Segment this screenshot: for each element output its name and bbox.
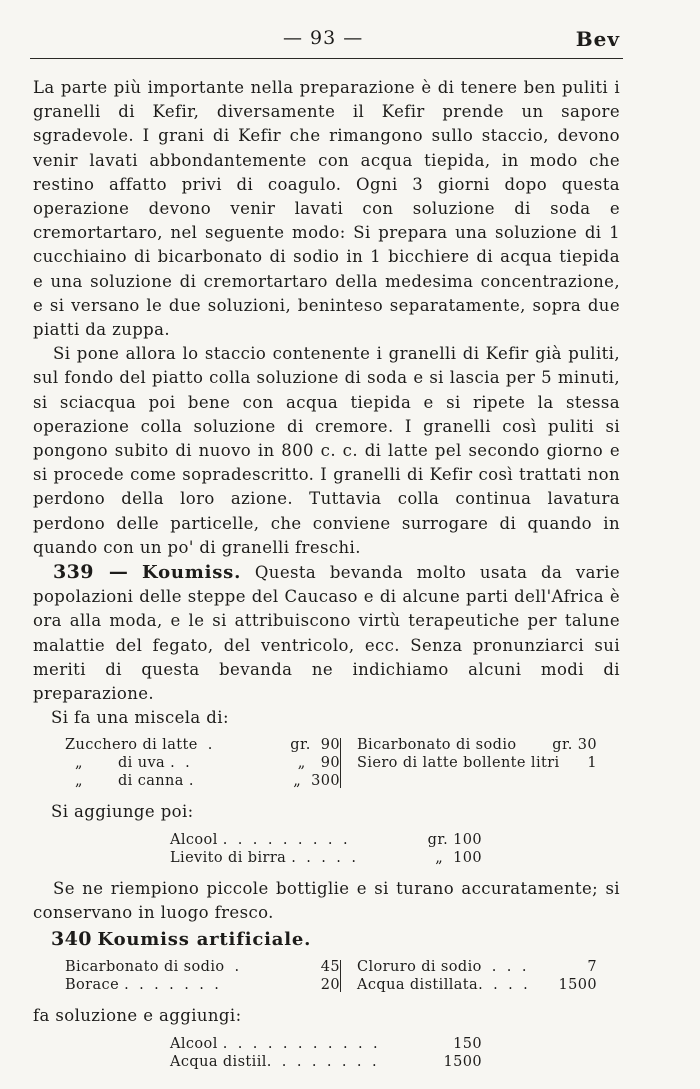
ingredient-row (357, 976, 597, 994)
paragraph-kefir-cleaning: La parte più importante nella preparazione è di tenere ben puliti i granelli di Kefir, diversamente il Kefir prende un sapore sgradevole. I grani di Kefir che rimangono sullo staccio, devono venir lavati abbondantemente con acqua tiepida, in modo che restino affatto privi di coagulo. Ogni 3 giorni dopo questa operazione devono venir lavati con soluzione di soda e cremortartaro, nel seguente modo: Si prepara una soluzione di 1 cucchiaino di bicarbonato di sodio in 1 bicchiere di acqua tiepida e una soluzione di cremortartaro della medesima concentrazione, e si versano le due soluzioni, beninteso separatamente, sopra due piatti da zuppa. (33, 78, 620, 340)
recipe-339-additions (170, 831, 482, 867)
ingredient-row (65, 958, 340, 976)
ingredient-name: Bicarbonato di sodio (65, 959, 225, 976)
leader-dots: . . . . . . . (119, 977, 230, 994)
ingredient-quantity: 1500 (558, 977, 597, 994)
ingredient-row (357, 754, 597, 772)
ingredient-row (65, 976, 340, 994)
leader-dots (560, 754, 588, 772)
recipe-339-title: Koumiss. (142, 562, 242, 584)
ingredient-quantity: „ 100 (435, 849, 482, 866)
ingredient-quantity: 1 (587, 755, 597, 772)
ingredient-quantity: gr. 100 (427, 831, 482, 848)
ingredient-name: Acqua distillata (357, 977, 479, 994)
ingredient-row (65, 772, 340, 790)
recipe-339-right-column (341, 736, 597, 790)
recipe-339-text: Questa bevanda molto usata da varie popolazioni delle steppe del Caucaso e di alcune parti dell'Africa è ora alla moda, e le si attribuiscono virtù terapeutiche per talune malattie del fegato, del ventricolo, ecc. Senza pronunziarci sui meriti di questa bevanda ne indichiamo alcuni modi di preparazione. (33, 563, 620, 704)
ingredient-quantity: 1500 (443, 1053, 482, 1070)
ingredient-name: Alcool (170, 831, 218, 848)
ingredient-name: Cloruro di sodio (357, 959, 482, 976)
ingredient-name: Bicarbonato di sodio (357, 737, 517, 754)
ingredient-quantity: gr. 90 (290, 737, 340, 754)
leader-dots: . . . . . . . (271, 1053, 387, 1070)
ingredient-quantity: 150 (453, 1035, 482, 1052)
ingredient-quantity: „ 300 (293, 773, 340, 790)
ingredient-quantity: gr. 30 (552, 737, 597, 754)
recipe-340-heading (51, 927, 620, 952)
ingredient-row (357, 736, 597, 754)
ingredient-quantity: 45 (320, 959, 340, 976)
ingredient-quantity: 20 (320, 977, 340, 994)
ingredient-name: Zucchero di latte (65, 737, 198, 754)
leader-dots: . . . . (478, 977, 534, 994)
recipe-339-then: Si aggiunge poi: (51, 802, 194, 822)
ingredient-name: Alcool (170, 1035, 218, 1052)
recipe-339 (33, 560, 620, 706)
recipe-340-left-column (33, 958, 340, 994)
ingredient-row (170, 1035, 482, 1053)
recipe-339-intro: Si fa una miscela di: (51, 708, 229, 728)
ingredient-name: „ di uva (65, 755, 166, 772)
leader-dots: . (183, 773, 204, 790)
ingredient-row (170, 849, 482, 867)
leader-dots: . . . . . (286, 849, 367, 866)
ingredient-quantity: „ 90 (297, 755, 340, 772)
ingredient-row (170, 1053, 482, 1071)
recipe-340-number: 340 (51, 928, 92, 951)
recipe-340-then: fa soluzione e aggiungi: (33, 1006, 242, 1026)
ingredient-row (357, 958, 597, 976)
ingredient-name: „ di canna (65, 773, 184, 790)
section-title: Bev (575, 27, 620, 51)
ingredient-name: Acqua distiil. (170, 1053, 272, 1070)
page-body (33, 76, 620, 1081)
ingredient-row (170, 831, 482, 849)
recipe-339-number: 339 — (53, 561, 129, 584)
page-number: — 93 — (283, 27, 364, 49)
leader-dots (517, 736, 553, 754)
recipe-339-left-column (33, 736, 340, 790)
leader-dots: . (224, 959, 250, 976)
ingredient-row (65, 754, 340, 772)
recipe-340-title: Koumiss artificiale. (97, 929, 312, 951)
header-rule (30, 58, 623, 59)
leader-dots: . . . (481, 959, 537, 976)
recipe-340-right-column (341, 958, 597, 994)
leader-dots: . . . . . . . . . (217, 831, 358, 848)
recipe-339-closing: Se ne riempiono piccole bottiglie e si turano accuratamente; si conservano in luogo fresco. (33, 878, 620, 922)
ingredient-quantity: 7 (587, 959, 597, 976)
recipe-339-ingredients (33, 736, 620, 790)
leader-dots: . (197, 737, 218, 754)
ingredient-name: Borace (65, 977, 120, 994)
ingredient-row (65, 736, 340, 754)
leader-dots: . . (165, 755, 201, 772)
paragraph-kefir-procedure: Si pone allora lo staccio contenente i granelli di Kefir già puliti, sul fondo del piatto colla soluzione di soda e si lascia per 5 minuti, si sciacqua poi bene con acqua tiepida e si ripete la stessa operazione colla soluzione di cremore. I granelli così puliti si pongono subito di nuovo in 800 c. c. di latte pel secondo giorno e si procede come sopradescritto. I granelli di Kefir così trattati non perdono della loro azione. Tuttavia colla continua lavatura perdono delle particelle, che conviene surrogare di quando in quando con un po' di granelli freschi. (33, 344, 620, 557)
leader-dots: . . . . . . . . . . . (217, 1035, 389, 1052)
ingredient-name: Siero di latte bollente litri (357, 755, 560, 772)
ingredient-name: Lievito di birra (170, 849, 287, 866)
recipe-340-ingredients (33, 958, 620, 994)
recipe-340-additions (170, 1035, 482, 1071)
